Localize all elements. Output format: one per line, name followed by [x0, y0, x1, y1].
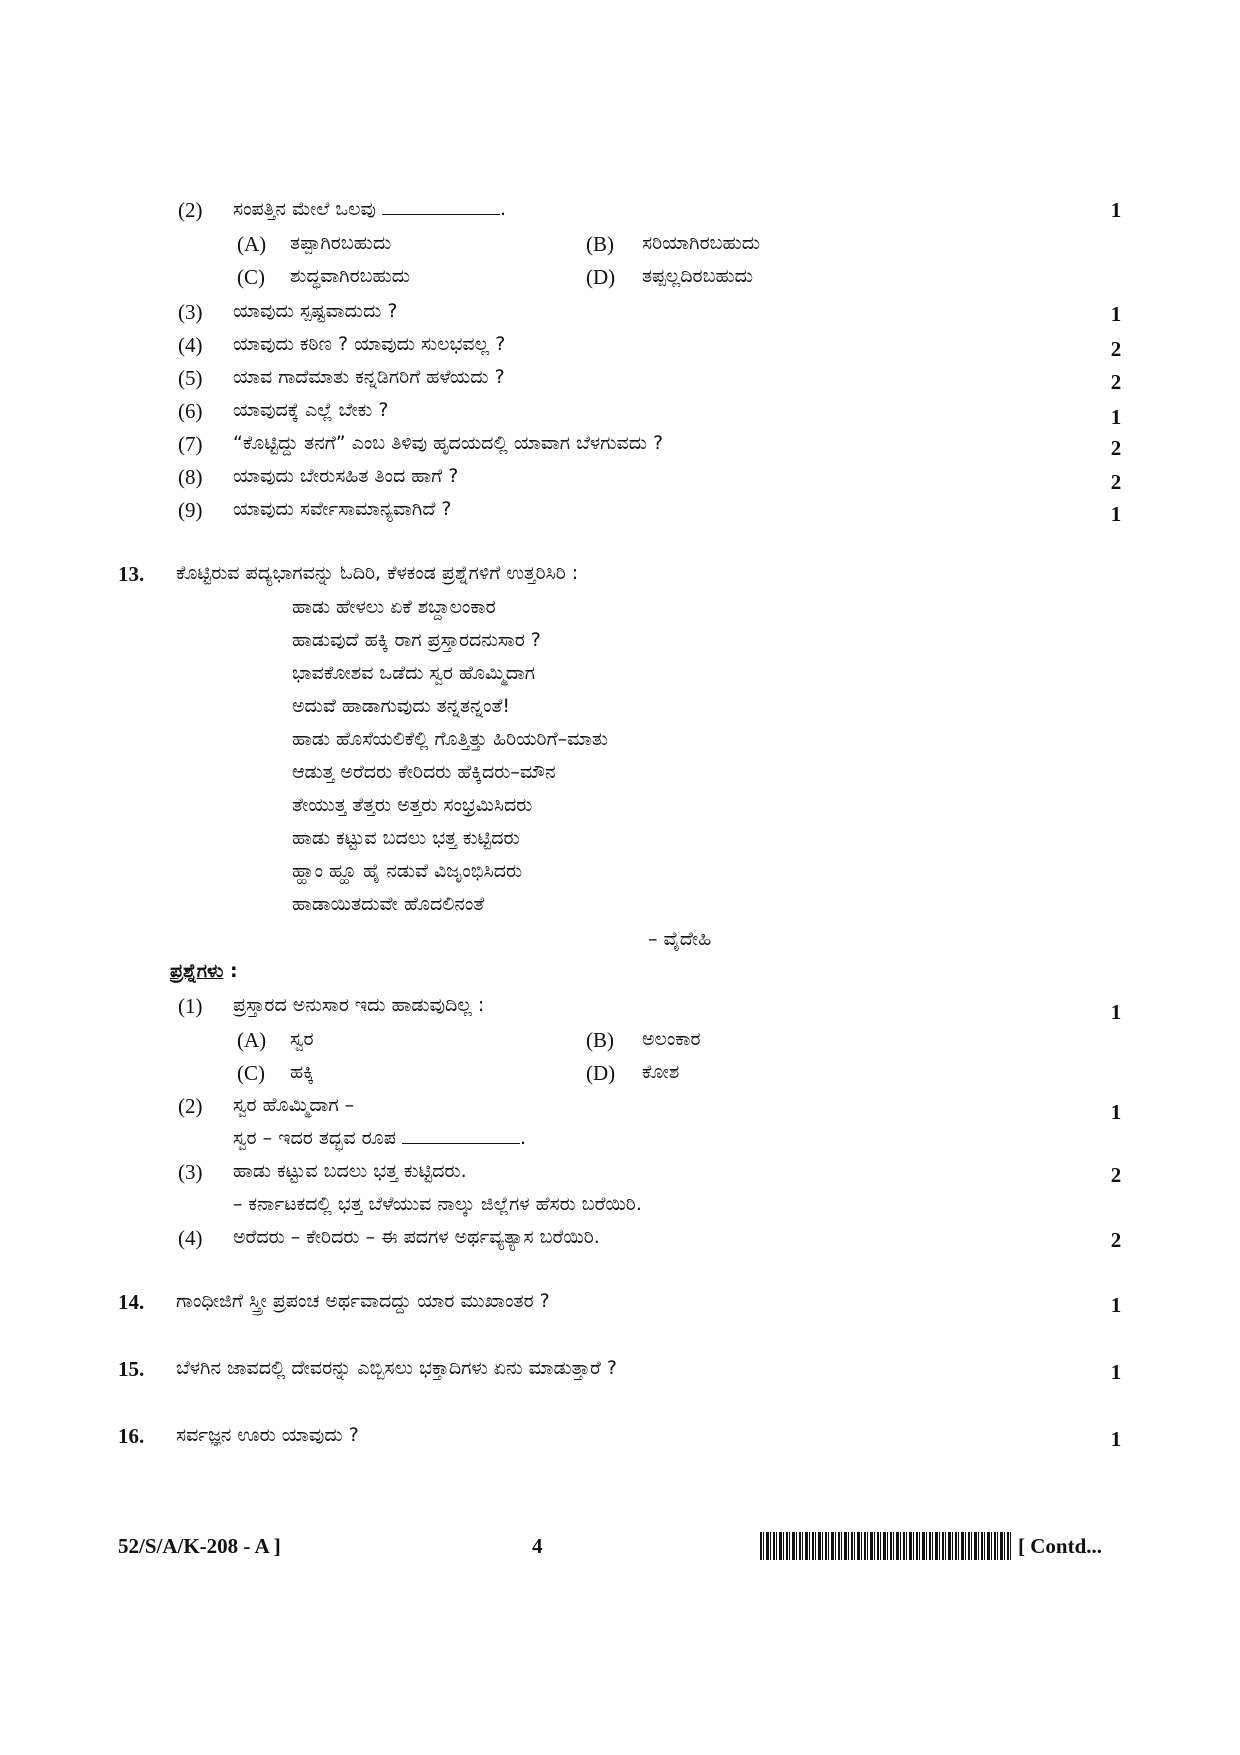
q12-8-number: (8) — [178, 465, 203, 489]
q12-8-mark: 2 — [1110, 470, 1122, 494]
q12-3-text: ಯಾವುದು ಸ್ಪಷ್ಟವಾದುದು ? — [233, 300, 398, 322]
q12-9-mark: 1 — [1110, 502, 1122, 526]
q12-2-option-c-label: (C) — [237, 265, 265, 289]
q13-1-option-a-label: (A) — [237, 1028, 267, 1052]
q13-1-mark: 1 — [1110, 1000, 1122, 1024]
q14-text: ಗಾಂಧೀಜಿಗೆ ಸ್ತ್ರೀ ಪ್ರಪಂಚ ಅರ್ಥವಾದದ್ದು ಯಾರ ಮುಖಾಂತರ ? — [176, 1290, 550, 1312]
q13-1-option-d-label: (D) — [586, 1061, 616, 1085]
q13-2-mark: 1 — [1110, 1100, 1122, 1124]
barcode — [760, 1532, 1012, 1560]
q12-2-option-c: ಶುದ್ಧವಾಗಿರಬಹುದು — [290, 265, 411, 287]
poem-line: ಭಾವಕೋಶವ ಒಡೆದು ಸ್ವರ ಹೊಮ್ಮಿದಾಗ — [292, 662, 536, 684]
q12-7-mark: 2 — [1110, 436, 1122, 460]
poem-line: ಹಾಡಾಯಿತದುವೇ ಹೊದಲಿನಂತೆ — [292, 893, 485, 915]
poem-line: ಹಾಡು ಹೊಸೆಯಲಿಕೆಲ್ಲಿ ಗೊತ್ತಿತ್ತು ಹಿರಿಯರಿಗೆ–ಮಾತು — [292, 728, 609, 750]
q13-2-text2: ಸ್ವರ – ಇದರ ತದ್ಭವ ರೂಪ . — [233, 1127, 527, 1149]
q12-6-mark: 1 — [1110, 405, 1122, 429]
q12-4-mark: 2 — [1110, 337, 1122, 361]
q16-text: ಸರ್ವಜ್ಞನ ಊರು ಯಾವುದು ? — [176, 1424, 359, 1446]
q13-3-text2: – ಕರ್ನಾಟಕದಲ್ಲಿ ಭತ್ತ ಬೆಳೆಯುವ ನಾಲ್ಕು ಜಿಲ್ಲೆಗಳ ಹೆಸರು ಬರೆಯಿರಿ. — [233, 1193, 642, 1215]
poem-author: – ವೈದೇಹಿ — [648, 928, 712, 950]
q12-2-option-d-label: (D) — [586, 265, 616, 289]
q12-6-number: (6) — [178, 399, 203, 423]
poem-line: ಆಡುತ್ತ ಅರೆದರು ಕೇರಿದರು ಹೆಕ್ಕಿದರು–ಮೌನ — [292, 761, 556, 783]
q13-1-option-c-label: (C) — [237, 1061, 265, 1085]
q15-mark: 1 — [1110, 1360, 1122, 1384]
q12-2-option-a: ತಪ್ಪಾಗಿರಬಹುದು — [290, 232, 392, 254]
q12-5-text: ಯಾವ ಗಾದೆಮಾತು ಕನ್ನಡಿಗರಿಗೆ ಹಳೆಯದು ? — [233, 366, 505, 388]
q13-1-number: (1) — [178, 994, 203, 1018]
q12-3-mark: 1 — [1110, 302, 1122, 326]
q12-2-option-b-label: (B) — [586, 232, 614, 256]
q12-2-number: (2) — [178, 198, 203, 222]
q13-1-option-c: ಹಕ್ಕಿ — [290, 1061, 314, 1083]
paper-code: 52/S/A/K-208 - A ] — [118, 1534, 281, 1558]
q13-1-text: ಪ್ರಸ್ತಾರದ ಅನುಸಾರ ಇದು ಹಾಡುವುದಿಲ್ಲ : — [233, 994, 485, 1016]
q13-1-option-b: ಅಲಂಕಾರ — [642, 1028, 701, 1050]
q12-5-mark: 2 — [1110, 370, 1122, 394]
q12-2-option-a-label: (A) — [237, 232, 267, 256]
q13-1-option-a: ಸ್ವರ — [290, 1028, 314, 1050]
q12-9-number: (9) — [178, 498, 203, 522]
poem-line: ಹಾಡುವುದೆ ಹಕ್ಕಿ ರಾಗ ಪ್ರಸ್ತಾರದನುಸಾರ ? — [292, 629, 541, 651]
questions-heading: ಪ್ರಶ್ನೆಗಳು : — [170, 960, 238, 982]
q13-1-option-b-label: (B) — [586, 1028, 614, 1052]
q12-9-text: ಯಾವುದು ಸರ್ವೇಸಾಮಾನ್ಯವಾಗಿದೆ ? — [233, 498, 452, 520]
q12-2-text: ಸಂಪತ್ತಿನ ಮೇಲೆ ಒಲವು . — [233, 198, 507, 220]
q13-3-mark: 2 — [1110, 1163, 1122, 1187]
q13-number: 13. — [118, 562, 145, 586]
q12-4-number: (4) — [178, 333, 203, 357]
q14-mark: 1 — [1110, 1293, 1122, 1317]
q12-2-mark: 1 — [1110, 198, 1122, 222]
q12-5-number: (5) — [178, 366, 203, 390]
q12-6-text: ಯಾವುದಕ್ಕೆ ಎಲ್ಲೆ ಬೇಕು ? — [233, 399, 389, 421]
q12-7-number: (7) — [178, 432, 203, 456]
poem-line: ತೇಯುತ್ತ ತೆತ್ತರು ಅತ್ತರು ಸಂಭ್ರಮಿಸಿದರು — [292, 794, 533, 816]
q12-7-text: “ಕೊಟ್ಟಿದ್ದು ತನಗೆ” ಎಂಬ ತಿಳಿವು ಹೃದಯದಲ್ಲಿ ಯಾವಾಗ ಬೆಳಗುವದು ? — [233, 432, 664, 454]
q13-4-text: ಅರೆದರು – ಕೇರಿದರು – ಈ ಪದಗಳ ಅರ್ಥವ್ಯತ್ಯಾಸ ಬರೆಯಿರಿ. — [233, 1226, 600, 1248]
poem-line: ಹಾಡು ಹೇಳಲು ಏಕೆ ಶಬ್ದಾಲಂಕಾರ — [292, 596, 496, 618]
q12-2-option-b: ಸರಿಯಾಗಿರಬಹುದು — [642, 232, 761, 254]
q13-4-number: (4) — [178, 1226, 203, 1250]
q12-8-text: ಯಾವುದು ಬೇರುಸಹಿತ ತಿಂದ ಹಾಗೆ ? — [233, 465, 459, 487]
poem-line: ಅದುವೆ ಹಾಡಾಗುವುದು ತನ್ನತನ್ನಂತೆ! — [292, 695, 510, 717]
contd-label: [ Contd... — [1018, 1534, 1103, 1558]
q13-2-number: (2) — [178, 1094, 203, 1118]
q13-3-text: ಹಾಡು ಕಟ್ಟುವ ಬದಲು ಭತ್ತ ಕುಟ್ಟಿದರು. — [233, 1160, 467, 1182]
page-number: 4 — [532, 1534, 543, 1558]
q12-2-option-d: ತಪ್ಪಲ್ಲದಿರಬಹುದು — [642, 265, 753, 287]
q13-4-mark: 2 — [1110, 1228, 1122, 1252]
q13-1-option-d: ಕೋಶ — [642, 1061, 680, 1083]
q15-number: 15. — [118, 1357, 145, 1381]
poem-line: ಹಾಡು ಕಟ್ಟುವ ಬದಲು ಭತ್ತ ಕುಟ್ಟಿದರು — [292, 827, 520, 849]
q13-instruction: ಕೊಟ್ಟಿರುವ ಪದ್ಯಭಾಗವನ್ನು ಓದಿರಿ, ಕೆಳಕಂಡ ಪ್ರಶ್ನೆಗಳಿಗೆ ಉತ್ತರಿಸಿರಿ : — [176, 562, 579, 584]
q12-4-text: ಯಾವುದು ಕಠಿಣ ? ಯಾವುದು ಸುಲಭವಲ್ಲ ? — [233, 333, 506, 355]
poem-line: ಹ್ಹಾಂ ಹ್ಹೂ ಹೈ ನಡುವೆ ವಿಜೃಂಭಿಸಿದರು — [292, 860, 523, 882]
q16-mark: 1 — [1110, 1427, 1122, 1451]
q13-3-number: (3) — [178, 1160, 203, 1184]
q13-2-text: ಸ್ವರ ಹೊಮ್ಮಿದಾಗ – — [233, 1094, 355, 1116]
q16-number: 16. — [118, 1424, 145, 1448]
q15-text: ಬೆಳಗಿನ ಜಾವದಲ್ಲಿ ದೇವರನ್ನು ಎಬ್ಬಿಸಲು ಭಕ್ತಾದಿಗಳು ಏನು ಮಾಡುತ್ತಾರೆ ? — [176, 1357, 617, 1379]
q14-number: 14. — [118, 1290, 145, 1314]
q12-3-number: (3) — [178, 300, 203, 324]
